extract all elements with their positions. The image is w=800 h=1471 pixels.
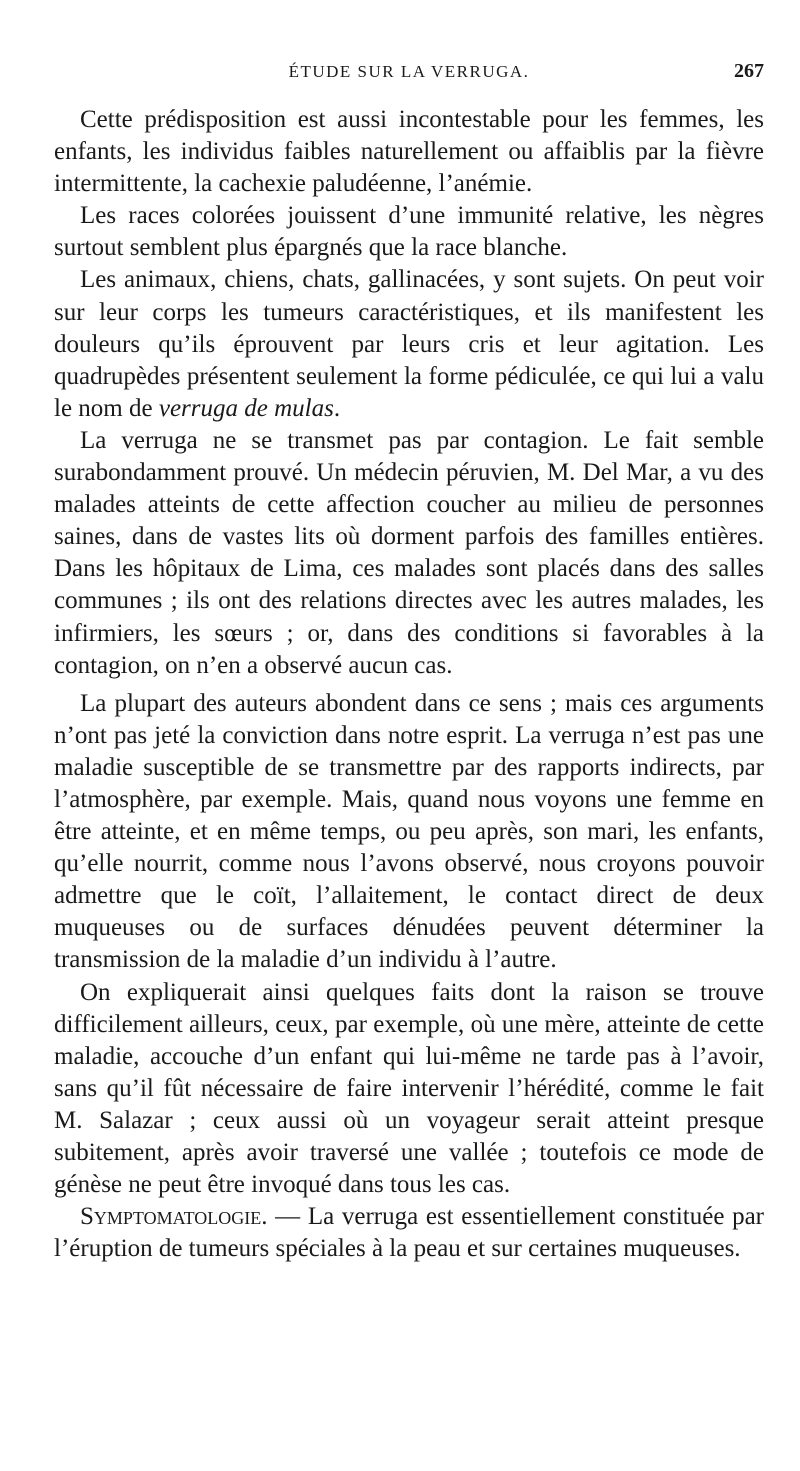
paragraph-symptomatology [54, 1201, 764, 1265]
body-text [54, 104, 764, 1265]
page-number: 267 [734, 60, 764, 82]
paragraph-animals-text: Les animaux, chiens, chats, gallinacées, y sont sujets. On peut voir sur leur corps les tumeurs caractéristiques, et ils manifestent les douleurs qu’ils éprouvent par leurs cris et leur agitation. Les quadrupèdes présentent seulement la forme pédiculée, ce qui lui a valu le nom de [54, 266, 764, 422]
paragraph-explanation: On expliquerait ainsi quelques faits dont la raison se trouve difficilement ailleurs, ceux, par exemple, où une mère, atteinte de cette maladie, accouche d’un enfant qui lui-même ne tarde pas à l’avoir, sans qu’il fût nécessaire de faire intervenir l’hérédité, comme le fait M. Salazar ; ceux aussi où un voyageur serait atteint presque subitement, après avoir traversé une vallée ; toutefois ce mode de génèse ne peut être invoqué dans tous les cas. [54, 978, 764, 1199]
section-heading: Symptomatologie. [80, 1203, 268, 1231]
paragraph-predisposition: Cette prédisposition est aussi incontestable pour les femmes, les enfants, les individus faibles naturellement ou affaiblis par la fièvre intermittente, la cachexie paludéenne, l’anémie. [54, 106, 764, 198]
page-header [54, 58, 764, 88]
paragraph-animals [54, 264, 764, 424]
running-title: ÉTUDE SUR LA VERRUGA. [288, 62, 530, 81]
paragraph-races: Les races colorées jouissent d’une immunité relative, les nègres surtout semblent plus épargnés que la race blanche. [54, 202, 764, 262]
paragraph-animals-end: . [333, 394, 341, 422]
italic-term: verruga de mulas [158, 394, 334, 422]
paragraph-contagion: La verruga ne se transmet pas par contagion. Le fait semble surabondamment prouvé. Un médecin péruvien, M. Del Mar, a vu des malades atteints de cette affection coucher au milieu de personnes saines, dans de vastes lits où dorment parfois des familles entières. Dans les hôpitaux de Lima, ces malades sont placés dans des salles communes ; ils ont des relations directes avec les autres malades, les infirmiers, les sœurs ; or, dans des conditions si favorables à la contagion, on n’en a observé aucun cas. [54, 426, 764, 679]
paragraph-authors: La plupart des auteurs abondent dans ce sens ; mais ces arguments n’ont pas jeté la conviction dans notre esprit. La verruga n’est pas une maladie susceptible de se transmettre par des rapports indirects, par l’atmosphère, par exemple. Mais, quand nous voyons une femme en être atteinte, et en même temps, ou peu après, son mari, les enfants, qu’elle nourrit, comme nous l’avons observé, nous croyons pouvoir admettre que le coït, l’allaitement, le contact direct de deux muqueuses ou de surfaces dénudées peuvent déterminer la transmission de la maladie d’un individu à l’autre. [54, 689, 764, 974]
paragraph-symptomatology-text: — La verruga est essentiellement constituée par l’éruption de tumeurs spéciales à la peau et sur certaines muqueuses. [54, 1203, 764, 1263]
